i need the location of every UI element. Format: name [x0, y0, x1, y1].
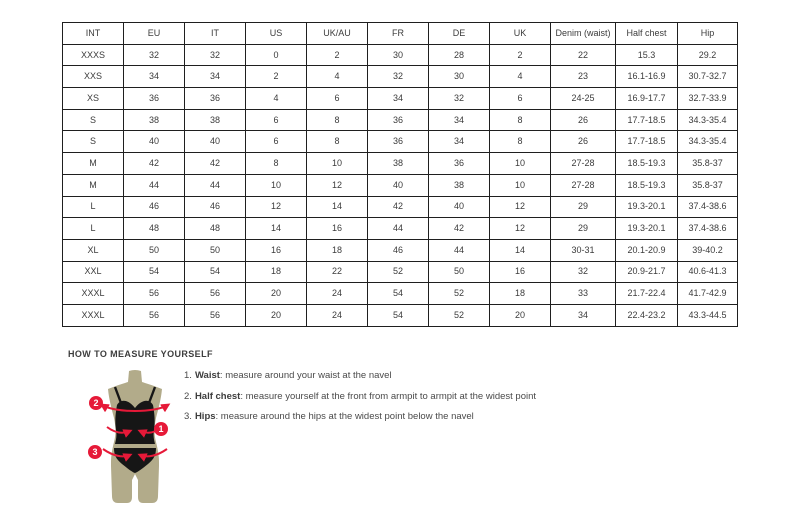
size-cell: 22 — [307, 261, 368, 283]
size-cell: 40 — [185, 131, 246, 153]
size-cell: 20.1-20.9 — [616, 239, 678, 261]
step-label: Half chest — [194, 390, 241, 402]
size-cell: 22 — [551, 44, 616, 66]
mannequin-figure — [85, 368, 195, 508]
size-cell: 34 — [185, 66, 246, 88]
size-cell: 37.4-38.6 — [678, 218, 738, 240]
step-text: : measure around your waist at the navel — [219, 370, 392, 381]
size-cell: 30.7-32.7 — [678, 66, 738, 88]
size-cell: 44 — [368, 218, 429, 240]
step-label: Hips — [194, 411, 216, 422]
size-cell: 44 — [429, 239, 490, 261]
size-cell: 8 — [490, 131, 551, 153]
size-cell: 16 — [307, 218, 368, 240]
size-cell: 14 — [246, 218, 307, 240]
size-cell: 12 — [490, 196, 551, 218]
size-cell: 34.3-35.4 — [678, 109, 738, 131]
size-row — [63, 88, 738, 110]
size-cell: 12 — [490, 218, 551, 240]
size-cell: 40 — [368, 174, 429, 196]
size-cell: 54 — [124, 261, 185, 283]
size-cell: 41.7-42.9 — [678, 283, 738, 305]
size-cell: 36 — [429, 153, 490, 175]
size-cell: 40.6-41.3 — [678, 261, 738, 283]
size-column-header: Denim (waist) — [551, 23, 616, 45]
size-cell: 24 — [307, 304, 368, 326]
header-row — [63, 23, 738, 45]
size-cell: 26 — [551, 109, 616, 131]
step-label: Waist — [194, 370, 220, 381]
size-cell: 4 — [307, 66, 368, 88]
size-cell: 40 — [429, 196, 490, 218]
size-cell: 10 — [490, 174, 551, 196]
size-cell: 14 — [490, 239, 551, 261]
size-column-header: US — [246, 23, 307, 45]
size-cell: 18 — [246, 261, 307, 283]
size-cell: 38 — [185, 109, 246, 131]
size-cell: 34 — [429, 131, 490, 153]
size-cell: 43.3-44.5 — [678, 304, 738, 326]
size-cell: 20 — [246, 304, 307, 326]
size-cell: 52 — [429, 304, 490, 326]
size-cell: 16.1-16.9 — [616, 66, 678, 88]
size-row — [63, 174, 738, 196]
step-text: : measure yourself at the front from armpit to armpit at the widest point — [240, 390, 537, 402]
size-column-header: IT — [185, 23, 246, 45]
size-cell: L — [63, 196, 124, 218]
hips-marker-badge: 3 — [88, 445, 102, 459]
size-cell: XXS — [63, 66, 124, 88]
waist-marker-badge: 1 — [154, 422, 168, 436]
mannequin-illustration — [85, 368, 195, 508]
size-cell: 10 — [246, 174, 307, 196]
size-cell: 18 — [490, 283, 551, 305]
size-cell: 12 — [246, 196, 307, 218]
size-cell: 30 — [368, 44, 429, 66]
size-cell: L — [63, 218, 124, 240]
size-cell: 56 — [124, 283, 185, 305]
size-cell: 36 — [368, 131, 429, 153]
size-row — [63, 239, 738, 261]
size-cell: 38 — [124, 109, 185, 131]
size-cell: 46 — [124, 196, 185, 218]
size-cell: 56 — [185, 304, 246, 326]
size-cell: 6 — [246, 131, 307, 153]
size-cell: 33 — [551, 283, 616, 305]
size-cell: 2 — [307, 44, 368, 66]
size-cell: 32 — [551, 261, 616, 283]
size-cell: 44 — [185, 174, 246, 196]
size-cell: 8 — [490, 109, 551, 131]
size-column-header: UK — [490, 23, 551, 45]
size-row — [63, 44, 738, 66]
size-cell: 56 — [185, 283, 246, 305]
size-cell: 46 — [368, 239, 429, 261]
size-cell: 42 — [124, 153, 185, 175]
size-cell: 40 — [124, 131, 185, 153]
size-chart-table — [62, 22, 738, 327]
size-cell: 50 — [429, 261, 490, 283]
size-cell: 54 — [368, 283, 429, 305]
size-cell: 54 — [185, 261, 246, 283]
size-cell: 35.8-37 — [678, 174, 738, 196]
size-cell: M — [63, 174, 124, 196]
size-cell: 8 — [307, 131, 368, 153]
chest-marker-badge: 2 — [89, 396, 103, 410]
size-column-header: INT — [63, 23, 124, 45]
size-cell: 16 — [246, 239, 307, 261]
size-row — [63, 109, 738, 131]
size-cell: 0 — [246, 44, 307, 66]
size-cell: XL — [63, 239, 124, 261]
size-cell: 14 — [307, 196, 368, 218]
size-cell: 36 — [124, 88, 185, 110]
size-cell: 4 — [490, 66, 551, 88]
size-cell: 44 — [124, 174, 185, 196]
size-cell: 50 — [185, 239, 246, 261]
size-cell: 34 — [429, 109, 490, 131]
size-cell: 17.7-18.5 — [616, 131, 678, 153]
size-cell: 6 — [307, 88, 368, 110]
size-cell: 32 — [368, 66, 429, 88]
size-cell: 21.7-22.4 — [616, 283, 678, 305]
size-cell: 52 — [368, 261, 429, 283]
size-cell: 15.3 — [616, 44, 678, 66]
size-cell: 32 — [185, 44, 246, 66]
size-cell: 2 — [246, 66, 307, 88]
size-cell: 32 — [429, 88, 490, 110]
size-cell: 52 — [429, 283, 490, 305]
size-cell: 34 — [368, 88, 429, 110]
size-row — [63, 196, 738, 218]
size-cell: 42 — [368, 196, 429, 218]
size-cell: 48 — [185, 218, 246, 240]
size-cell: 54 — [368, 304, 429, 326]
size-cell: M — [63, 153, 124, 175]
size-cell: XS — [63, 88, 124, 110]
size-cell: 35.8-37 — [678, 153, 738, 175]
size-cell: 17.7-18.5 — [616, 109, 678, 131]
size-cell: 19.3-20.1 — [616, 218, 678, 240]
size-cell: 28 — [429, 44, 490, 66]
size-cell: XXXL — [63, 283, 124, 305]
size-cell: 2 — [490, 44, 551, 66]
size-cell: 38 — [429, 174, 490, 196]
size-cell: 56 — [124, 304, 185, 326]
size-cell: 30-31 — [551, 239, 616, 261]
size-cell: 29 — [551, 196, 616, 218]
size-cell: 34 — [124, 66, 185, 88]
size-cell: 24 — [307, 283, 368, 305]
size-cell: 24-25 — [551, 88, 616, 110]
size-cell: 34 — [551, 304, 616, 326]
size-column-header: FR — [368, 23, 429, 45]
size-row — [63, 66, 738, 88]
size-cell: 27-28 — [551, 153, 616, 175]
size-cell: 38 — [368, 153, 429, 175]
size-cell: 36 — [185, 88, 246, 110]
size-cell: 19.3-20.1 — [616, 196, 678, 218]
size-cell: 50 — [124, 239, 185, 261]
size-cell: 16.9-17.7 — [616, 88, 678, 110]
size-cell: 29 — [551, 218, 616, 240]
size-chart-body — [63, 44, 738, 326]
size-cell: 32.7-33.9 — [678, 88, 738, 110]
size-cell: S — [63, 131, 124, 153]
size-cell: 18.5-19.3 — [616, 174, 678, 196]
measure-step — [184, 387, 536, 408]
size-cell: 23 — [551, 66, 616, 88]
measure-step — [184, 407, 536, 428]
size-cell: 18 — [307, 239, 368, 261]
size-cell: 42 — [429, 218, 490, 240]
size-cell: 29.2 — [678, 44, 738, 66]
size-cell: 20.9-21.7 — [616, 261, 678, 283]
size-cell: XXL — [63, 261, 124, 283]
size-cell: 16 — [490, 261, 551, 283]
size-cell: 37.4-38.6 — [678, 196, 738, 218]
size-cell: XXXS — [63, 44, 124, 66]
size-cell: 27-28 — [551, 174, 616, 196]
step-text: : measure around the hips at the widest point below the navel — [215, 411, 474, 422]
size-cell: 34.3-35.4 — [678, 131, 738, 153]
size-cell: 18.5-19.3 — [616, 153, 678, 175]
measure-steps — [184, 366, 536, 428]
size-cell: 6 — [246, 109, 307, 131]
size-row — [63, 218, 738, 240]
step-number: 2. — [184, 390, 192, 402]
step-number: 1. — [184, 370, 192, 381]
size-row — [63, 304, 738, 326]
size-column-header: DE — [429, 23, 490, 45]
size-cell: 10 — [307, 153, 368, 175]
measure-guide-title: HOW TO MEASURE YOURSELF — [68, 349, 213, 359]
size-cell: 20 — [246, 283, 307, 305]
size-cell: 4 — [246, 88, 307, 110]
size-cell: 12 — [307, 174, 368, 196]
size-cell: 20 — [490, 304, 551, 326]
size-cell: XXXL — [63, 304, 124, 326]
size-cell: 22.4-23.2 — [616, 304, 678, 326]
size-row — [63, 131, 738, 153]
size-cell: 48 — [124, 218, 185, 240]
size-column-header: EU — [124, 23, 185, 45]
size-cell: 30 — [429, 66, 490, 88]
size-column-header: Hip — [678, 23, 738, 45]
size-cell: 8 — [246, 153, 307, 175]
measure-step — [184, 366, 536, 387]
size-cell: 39-40.2 — [678, 239, 738, 261]
size-row — [63, 153, 738, 175]
size-column-header: UK/AU — [307, 23, 368, 45]
step-number: 3. — [184, 411, 192, 422]
size-cell: 46 — [185, 196, 246, 218]
size-cell: 26 — [551, 131, 616, 153]
size-row — [63, 283, 738, 305]
size-cell: 32 — [124, 44, 185, 66]
size-cell: 8 — [307, 109, 368, 131]
size-cell: S — [63, 109, 124, 131]
size-cell: 36 — [368, 109, 429, 131]
size-row — [63, 261, 738, 283]
size-cell: 42 — [185, 153, 246, 175]
size-cell: 10 — [490, 153, 551, 175]
size-column-header: Half chest — [616, 23, 678, 45]
size-chart-header — [63, 23, 738, 45]
size-cell: 6 — [490, 88, 551, 110]
